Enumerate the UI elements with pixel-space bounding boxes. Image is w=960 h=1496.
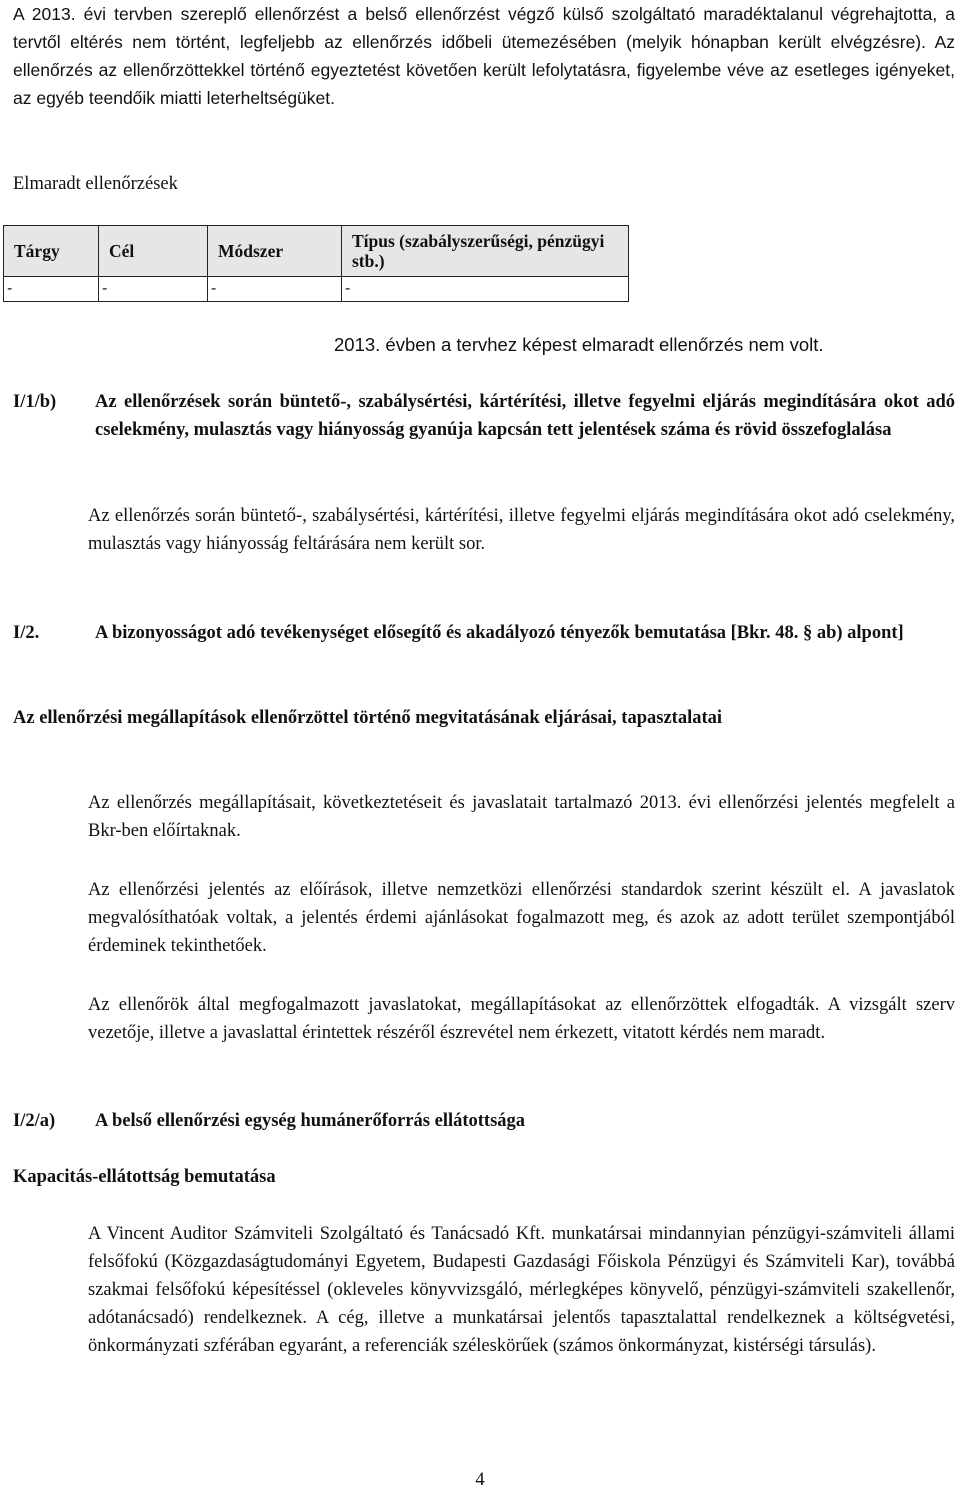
- table-header-subject: Tárgy: [4, 226, 99, 277]
- table-header-type: Típus (szabályszerűségi, pénzügyi stb.): [342, 226, 629, 277]
- section-number-i1b: I/1/b): [13, 392, 57, 412]
- table-cell: -: [208, 277, 342, 302]
- section-body-i2a: A Vincent Auditor Számviteli Szolgáltató és Tanácsadó Kft. munkatársai mindannyian pénzügyi-számviteli állami felsőfokú (Közgazdaságtudományi Egyetem, Budapesti Gazdasági Főiskola Pénzügyi és Számviteli Kar), továbbá szakmai felsőfokú képesítéssel (okleveles könyvvizsgáló, mérlegképes könyvelő, pénzügyi-számviteli szakellenőr, adótanácsadó) rendelkeznek. A cég, illetve a munkatársai jelentős tapasztalattal rendelkeznek a költségvetési, önkormányzati szférában egyaránt, a referenciák széleskörűek (számos önkormányzat, kistérségi társulás).: [88, 1224, 955, 1356]
- section-title-i2a: A belső ellenőrzési egység humánerőforrás ellátottsága: [95, 1111, 526, 1131]
- missed-audits-heading: Elmaradt ellenőrzések: [13, 174, 178, 194]
- page-number: 4: [475, 1470, 485, 1490]
- table-header-method: Módszer: [208, 226, 342, 277]
- section-paragraph-2-i2: Az ellenőrzési jelentés az előírások, illetve nemzetközi ellenőrzési standardok szerint készült el. A javaslatok megvalósíthatóak voltak, a jelentés érdemi ajánlásokat fogalmazott meg, és azok az adott terület szempontjából érdeminek tekinthetőek.: [88, 880, 955, 956]
- section-subheading-i2a: Kapacitás-ellátottság bemutatása: [13, 1167, 276, 1187]
- table-header-row: [4, 226, 629, 277]
- section-number-i2a: I/2/a): [13, 1111, 56, 1131]
- table-cell: -: [99, 277, 208, 302]
- missed-audits-table: [3, 225, 629, 302]
- section-paragraph-3-i2: Az ellenőrök által megfogalmazott javaslatokat, megállapításokat az ellenőrzöttek elfogadták. A vizsgált szerv vezetője, illetve a javaslattal érintettek részéről észrevétel nem érkezett, vitatott kérdés nem maradt.: [88, 995, 955, 1043]
- section-paragraph-1-i2: Az ellenőrzés megállapításait, következtetéseit és javaslatait tartalmazó 2013. évi ellenőrzési jelentés megfelelt a Bkr-ben előírtaknak.: [88, 793, 955, 841]
- section-title-i2: A bizonyosságot adó tevékenységet elősegítő és akadályozó tényezők bemutatása [Bkr. 48. § ab) alpont]: [95, 623, 904, 643]
- section-body-i1b: Az ellenőrzés során büntető-, szabálysértési, kártérítési, illetve fegyelmi eljárás megindítására okot adó cselekmény, mulasztás vagy hiányosság feltárására nem került sor.: [88, 506, 955, 554]
- intro-paragraph: A 2013. évi tervben szereplő ellenőrzést a belső ellenőrzést végző külső szolgáltató maradéktalanul végrehajtotta, a tervtől eltérés nem történt, legfeljebb az ellenőrzés időbeli ütemezésében (melyik hónapban került elvégzésre). Az ellenőrzés az ellenőrzöttekkel történő egyeztetést követően került lefolytatásra, figyelembe véve az esetleges igényeket, az egyéb teendőik miatti leterheltségüket.: [13, 4, 955, 108]
- table-cell: -: [4, 277, 99, 302]
- section-title-i1b: Az ellenőrzések során büntető-, szabálysértési, kártérítési, illetve fegyelmi eljárás megindítására okot adó cselekmény, mulasztás vagy hiányosság gyanúja kapcsán tett jelentések száma és rövid összefoglalása: [95, 392, 955, 440]
- missed-audits-note: 2013. évben a tervhez képest elmaradt ellenőrzés nem volt.: [334, 334, 824, 355]
- table-cell: -: [342, 277, 629, 302]
- section-subheading-i2: Az ellenőrzési megállapítások ellenőrzöttel történő megvitatásának eljárásai, tapasztalatai: [13, 708, 723, 728]
- table-row: [4, 277, 629, 302]
- section-number-i2: I/2.: [13, 623, 40, 643]
- table-header-goal: Cél: [99, 226, 208, 277]
